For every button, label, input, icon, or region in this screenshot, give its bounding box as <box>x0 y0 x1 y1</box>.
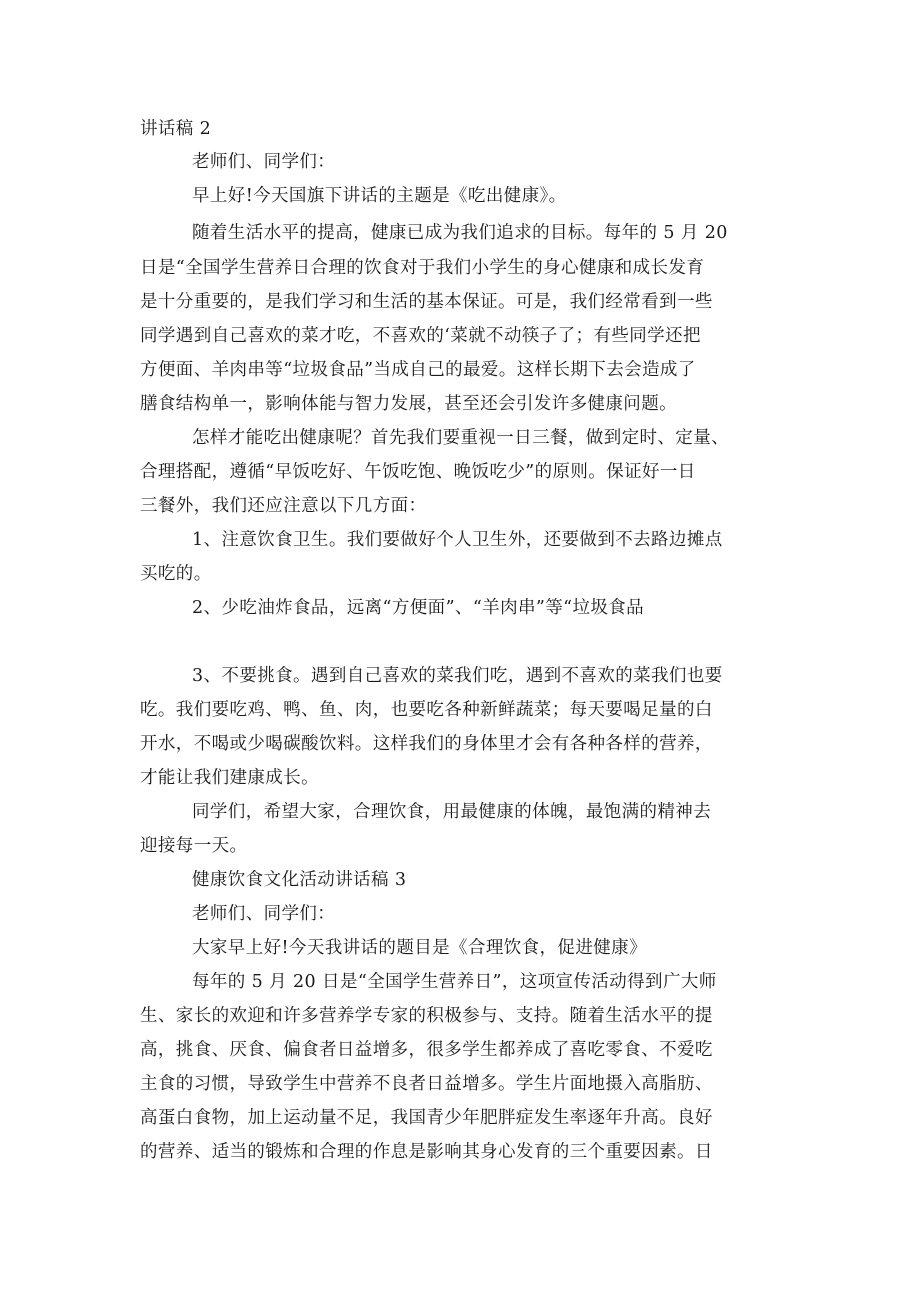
list-item-1: 1、注意饮食卫生。我们要做好个人卫生外，还要做到不去路边摊点 <box>192 530 723 550</box>
paragraph-line: 同学遇到自己喜欢的菜才吃，不喜欢的‘菜就不动筷子了；有些同学还把 <box>140 326 701 346</box>
paragraph-line: 的营养、适当的锻炼和合理的作息是影响其身心发育的三个重要因素。日 <box>140 1142 713 1162</box>
paragraph-line: 方便面、羊肉串等“垃圾食品”当成自己的最爱。这样长期下去会造成了 <box>140 360 696 380</box>
greeting-line: 早上好!今天国旗下讲话的主题是《吃出健康》。 <box>192 186 567 206</box>
paragraph-line: 高蛋白食物，加上运动量不足，我国青少年肥胖症发生率逐年升高。良好 <box>140 1108 713 1128</box>
paragraph-line: 三餐外，我们还应注意以下几方面： <box>140 496 427 516</box>
paragraph-line: 日是“全国学生营养日合理的饮食对于我们小学生的身心健康和成长发育 <box>140 258 705 278</box>
paragraph-line: 迎接每一天。 <box>140 836 248 856</box>
list-item-1-cont: 买吃的。 <box>140 564 212 584</box>
heading-speech-2: 讲话稿 2 <box>140 119 212 139</box>
paragraph-line: 才能让我们建康成长。 <box>140 768 319 788</box>
paragraph-line: 每年的 5 月 20 日是“全国学生营养日”，这项宣传活动得到广大师 <box>192 972 717 992</box>
paragraph-line: 膳食结构单一，影响体能与智力发展，甚至还会引发许多健康问题。 <box>140 394 677 414</box>
heading-speech-3: 健康饮食文化活动讲话稿 3 <box>192 870 407 890</box>
paragraph-line: 同学们，希望大家，合理饮食，用最健康的体魄，最饱满的精神去 <box>192 802 712 822</box>
paragraph-line: 怎样才能吃出健康呢？首先我们要重视一日三餐，做到定时、定量、 <box>192 428 729 448</box>
paragraph-line: 高，挑食、厌食、偏食者日益增多，很多学生都养成了喜吃零食、不爱吃 <box>140 1040 713 1060</box>
paragraph-line: 主食的习惯，导致学生中营养不良者日益增多。学生片面地摄入高脂肪、 <box>140 1074 713 1094</box>
paragraph-line: 吃。我们要吃鸡、鸭、鱼、肉，也要吃各种新鲜蔬菜；每天要喝足量的白 <box>140 700 713 720</box>
paragraph-line: 随着生活水平的提高，健康已成为我们追求的目标。每年的 5 月 20 <box>192 223 728 243</box>
salutation: 老师们、同学们： <box>192 152 336 172</box>
paragraph-line: 是十分重要的，是我们学习和生活的基本保证。可是，我们经常看到一些 <box>140 292 713 312</box>
salutation: 老师们、同学们： <box>192 904 336 924</box>
greeting-line: 大家早上好!今天我讲话的题目是《合理饮食，促进健康》 <box>192 938 647 958</box>
paragraph-line: 生、家长的欢迎和许多营养学专家的积极参与、支持。随着生活水平的提 <box>140 1006 713 1026</box>
list-item-3: 3、不要挑食。遇到自己喜欢的菜我们吃，遇到不喜欢的菜我们也要 <box>192 666 723 686</box>
list-item-2: 2、少吃油炸食品，远离“方便面”、“羊肉串”等“垃圾食品 <box>192 598 645 618</box>
paragraph-line: 开水，不喝或少喝碳酸饮料。这样我们的身体里才会有各种各样的营养， <box>140 734 713 754</box>
paragraph-line: 合理搭配，遵循“早饭吃好、午饭吃饱、晚饭吃少”的原则。保证好一日 <box>140 462 696 482</box>
